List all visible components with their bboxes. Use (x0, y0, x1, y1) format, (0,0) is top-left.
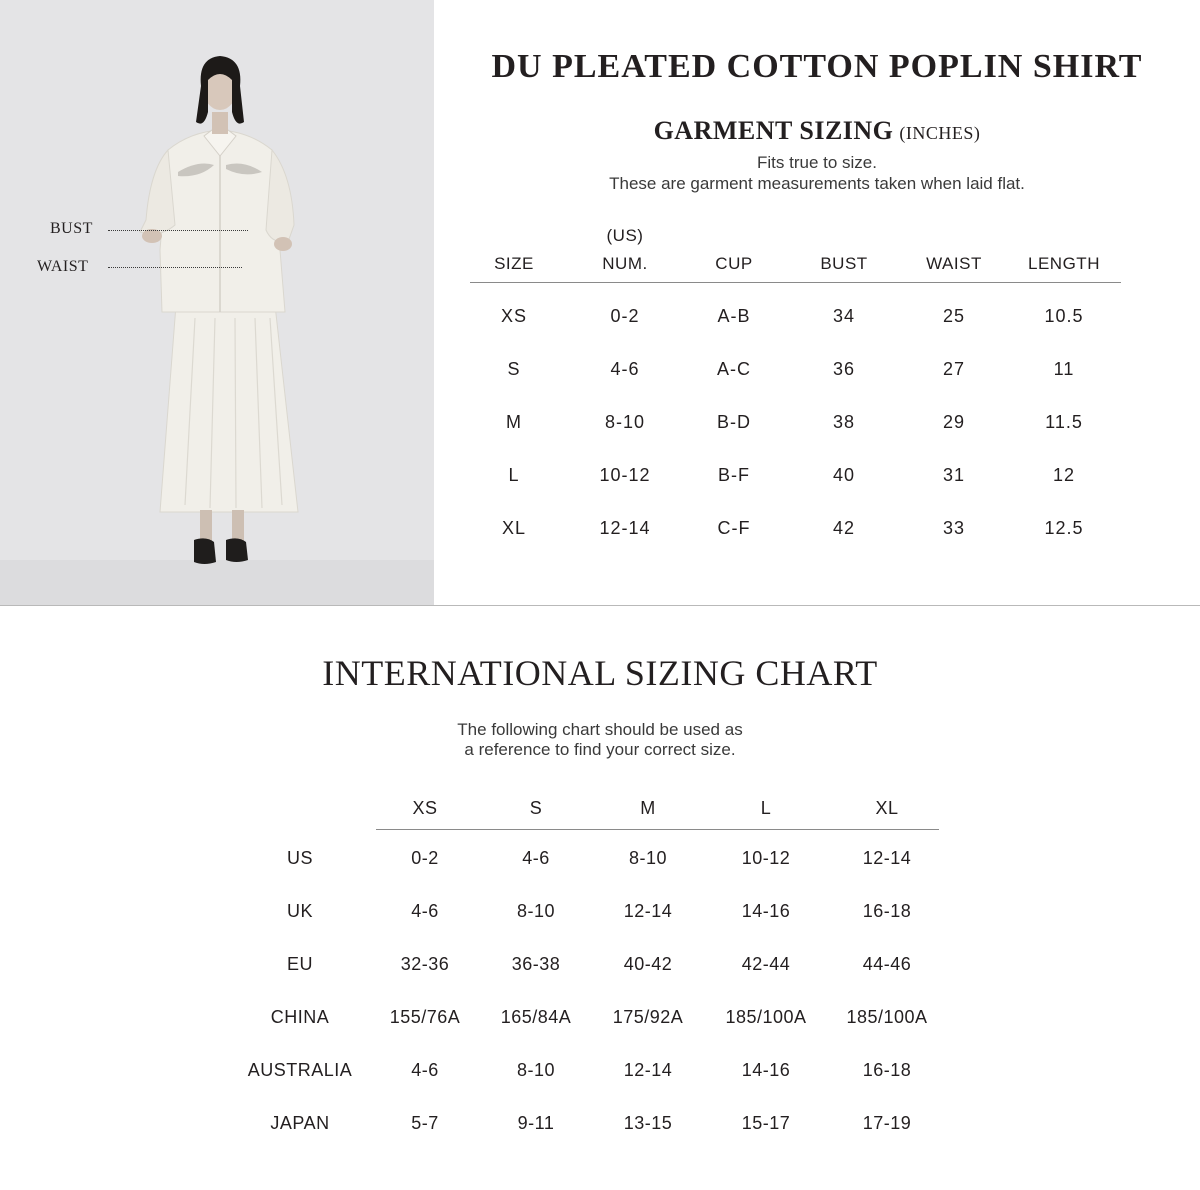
garment-cell: 40 (832, 465, 856, 485)
garment-sizing-unit: (INCHES) (899, 123, 981, 143)
garment-cell: B-D (717, 412, 751, 432)
model-illustration (0, 0, 434, 606)
intl-cell: 13-15 (623, 1113, 673, 1133)
intl-cell: 8-10 (628, 848, 668, 868)
bust-line (108, 230, 248, 231)
table-row (470, 518, 1121, 571)
intl-size-header: L (760, 798, 772, 818)
garment-col-header-label: SIZE (494, 254, 534, 273)
intl-note-line1: The following chart should be used as (457, 720, 743, 739)
intl-note-line2: a reference to find your correct size. (464, 740, 736, 759)
garment-cell: L (508, 465, 520, 485)
intl-region-label: AUSTRALIA (247, 1060, 353, 1080)
table-row (470, 412, 1121, 465)
table-row (0, 1060, 1200, 1113)
table-row (0, 901, 1200, 954)
intl-region-label: JAPAN (270, 1113, 330, 1133)
intl-cell: 44-46 (862, 954, 912, 974)
waist-label: WAIST (37, 258, 89, 275)
table-row (470, 465, 1121, 518)
garment-cell: 36 (832, 359, 856, 379)
international-sizing-note (0, 720, 1200, 760)
garment-table-body (470, 283, 1121, 571)
intl-cell: 14-16 (741, 901, 791, 921)
table-row (470, 306, 1121, 359)
intl-cell: 185/100A (846, 1007, 928, 1027)
intl-region-label: UK (286, 901, 313, 921)
garment-sizing-note (434, 152, 1200, 194)
garment-cell: 10.5 (1044, 306, 1084, 326)
garment-cell: C-F (717, 518, 751, 538)
garment-cell: 25 (942, 306, 966, 326)
intl-cell: 8-10 (516, 1060, 556, 1080)
section-divider (0, 605, 1200, 606)
garment-col-header (899, 254, 1009, 274)
intl-cell: 175/92A (612, 1007, 684, 1027)
garment-col-header-label: BUST (820, 254, 868, 273)
intl-cell: 4-6 (411, 901, 439, 921)
intl-size-header: S (529, 798, 543, 818)
intl-cell: 17-19 (862, 1113, 912, 1133)
garment-note-line2: These are garment measurements taken when laid flat. (609, 174, 1025, 193)
intl-cell: 32-36 (400, 954, 450, 974)
intl-cell: 165/84A (500, 1007, 572, 1027)
intl-cell: 12-14 (862, 848, 912, 868)
table-row (0, 848, 1200, 901)
intl-cell: 12-14 (623, 1060, 673, 1080)
intl-cell: 12-14 (623, 901, 673, 921)
intl-size-header: XS (412, 798, 438, 818)
garment-cell: B-F (718, 465, 750, 485)
garment-col-header (789, 254, 899, 274)
intl-cell: 16-18 (862, 1060, 912, 1080)
intl-cell: 4-6 (411, 1060, 439, 1080)
intl-region-label: EU (286, 954, 313, 974)
intl-size-header: M (640, 798, 656, 818)
garment-col-header-label: WAIST (926, 254, 982, 273)
garment-cell: 38 (832, 412, 856, 432)
bust-label: BUST (50, 220, 93, 237)
intl-cell: 10-12 (741, 848, 791, 868)
garment-table-header (470, 224, 1121, 283)
garment-cell: 0-2 (610, 306, 640, 326)
garment-cell: 12-14 (599, 518, 651, 538)
garment-cell: S (507, 359, 521, 379)
table-row (0, 1113, 1200, 1166)
intl-cell: 9-11 (517, 1113, 555, 1133)
intl-cell: 185/100A (725, 1007, 807, 1027)
garment-cell: 11 (1053, 359, 1075, 379)
garment-cell: XL (501, 518, 527, 538)
garment-cell: 11.5 (1045, 412, 1083, 432)
table-row (0, 954, 1200, 1007)
garment-cell: 42 (832, 518, 856, 538)
intl-table-header (0, 796, 1200, 829)
intl-size-header: XL (875, 798, 899, 818)
garment-col-header (570, 226, 680, 274)
garment-cell: 29 (942, 412, 966, 432)
garment-col-header-label: CUP (715, 254, 753, 273)
intl-cell: 4-6 (522, 848, 550, 868)
garment-col-header-label: NUM. (602, 254, 648, 273)
garment-cell: 12 (1052, 465, 1076, 485)
garment-sizing-table (470, 224, 1121, 571)
garment-col-header (459, 254, 569, 274)
garment-col-header (1009, 254, 1119, 274)
intl-cell: 40-42 (623, 954, 673, 974)
garment-col-header-label: LENGTH (1028, 254, 1100, 273)
table-row (0, 1007, 1200, 1060)
intl-region-label: US (286, 848, 313, 868)
product-title: DU PLEATED COTTON POPLIN SHIRT (491, 48, 1143, 85)
product-photo (0, 0, 434, 606)
garment-cell: A-B (717, 306, 751, 326)
garment-cell: 27 (942, 359, 966, 379)
garment-cell: 31 (942, 465, 966, 485)
garment-cell: M (506, 412, 522, 432)
intl-cell: 15-17 (741, 1113, 791, 1133)
intl-region-label: CHINA (270, 1007, 330, 1027)
international-sizing-title: INTERNATIONAL SIZING CHART (322, 653, 878, 693)
intl-cell: 8-10 (516, 901, 556, 921)
waist-line (108, 267, 242, 268)
international-sizing-table (0, 796, 1200, 1133)
garment-cell: 34 (832, 306, 856, 326)
garment-cell: A-C (717, 359, 751, 379)
intl-table-body (0, 848, 1200, 1166)
garment-col-header-line1: (US) (606, 226, 644, 245)
intl-cell: 16-18 (862, 901, 912, 921)
garment-col-header (679, 254, 789, 274)
intl-cell: 5-7 (411, 1113, 439, 1133)
intl-cell: 36-38 (511, 954, 561, 974)
garment-sizing-title: GARMENT SIZING (653, 116, 894, 145)
intl-cell: 155/76A (389, 1007, 461, 1027)
garment-cell: 33 (942, 518, 966, 538)
intl-cell: 0-2 (411, 848, 439, 868)
garment-sizing-heading (434, 116, 1200, 146)
garment-cell: XS (500, 306, 527, 326)
garment-cell: 10-12 (599, 465, 651, 485)
garment-cell: 8-10 (604, 412, 646, 432)
garment-cell: 12.5 (1044, 518, 1084, 538)
intl-cell: 42-44 (741, 954, 791, 974)
intl-header-rule (376, 829, 939, 830)
table-row (470, 359, 1121, 412)
garment-note-line1: Fits true to size. (757, 153, 877, 172)
garment-cell: 4-6 (610, 359, 640, 379)
intl-cell: 14-16 (741, 1060, 791, 1080)
